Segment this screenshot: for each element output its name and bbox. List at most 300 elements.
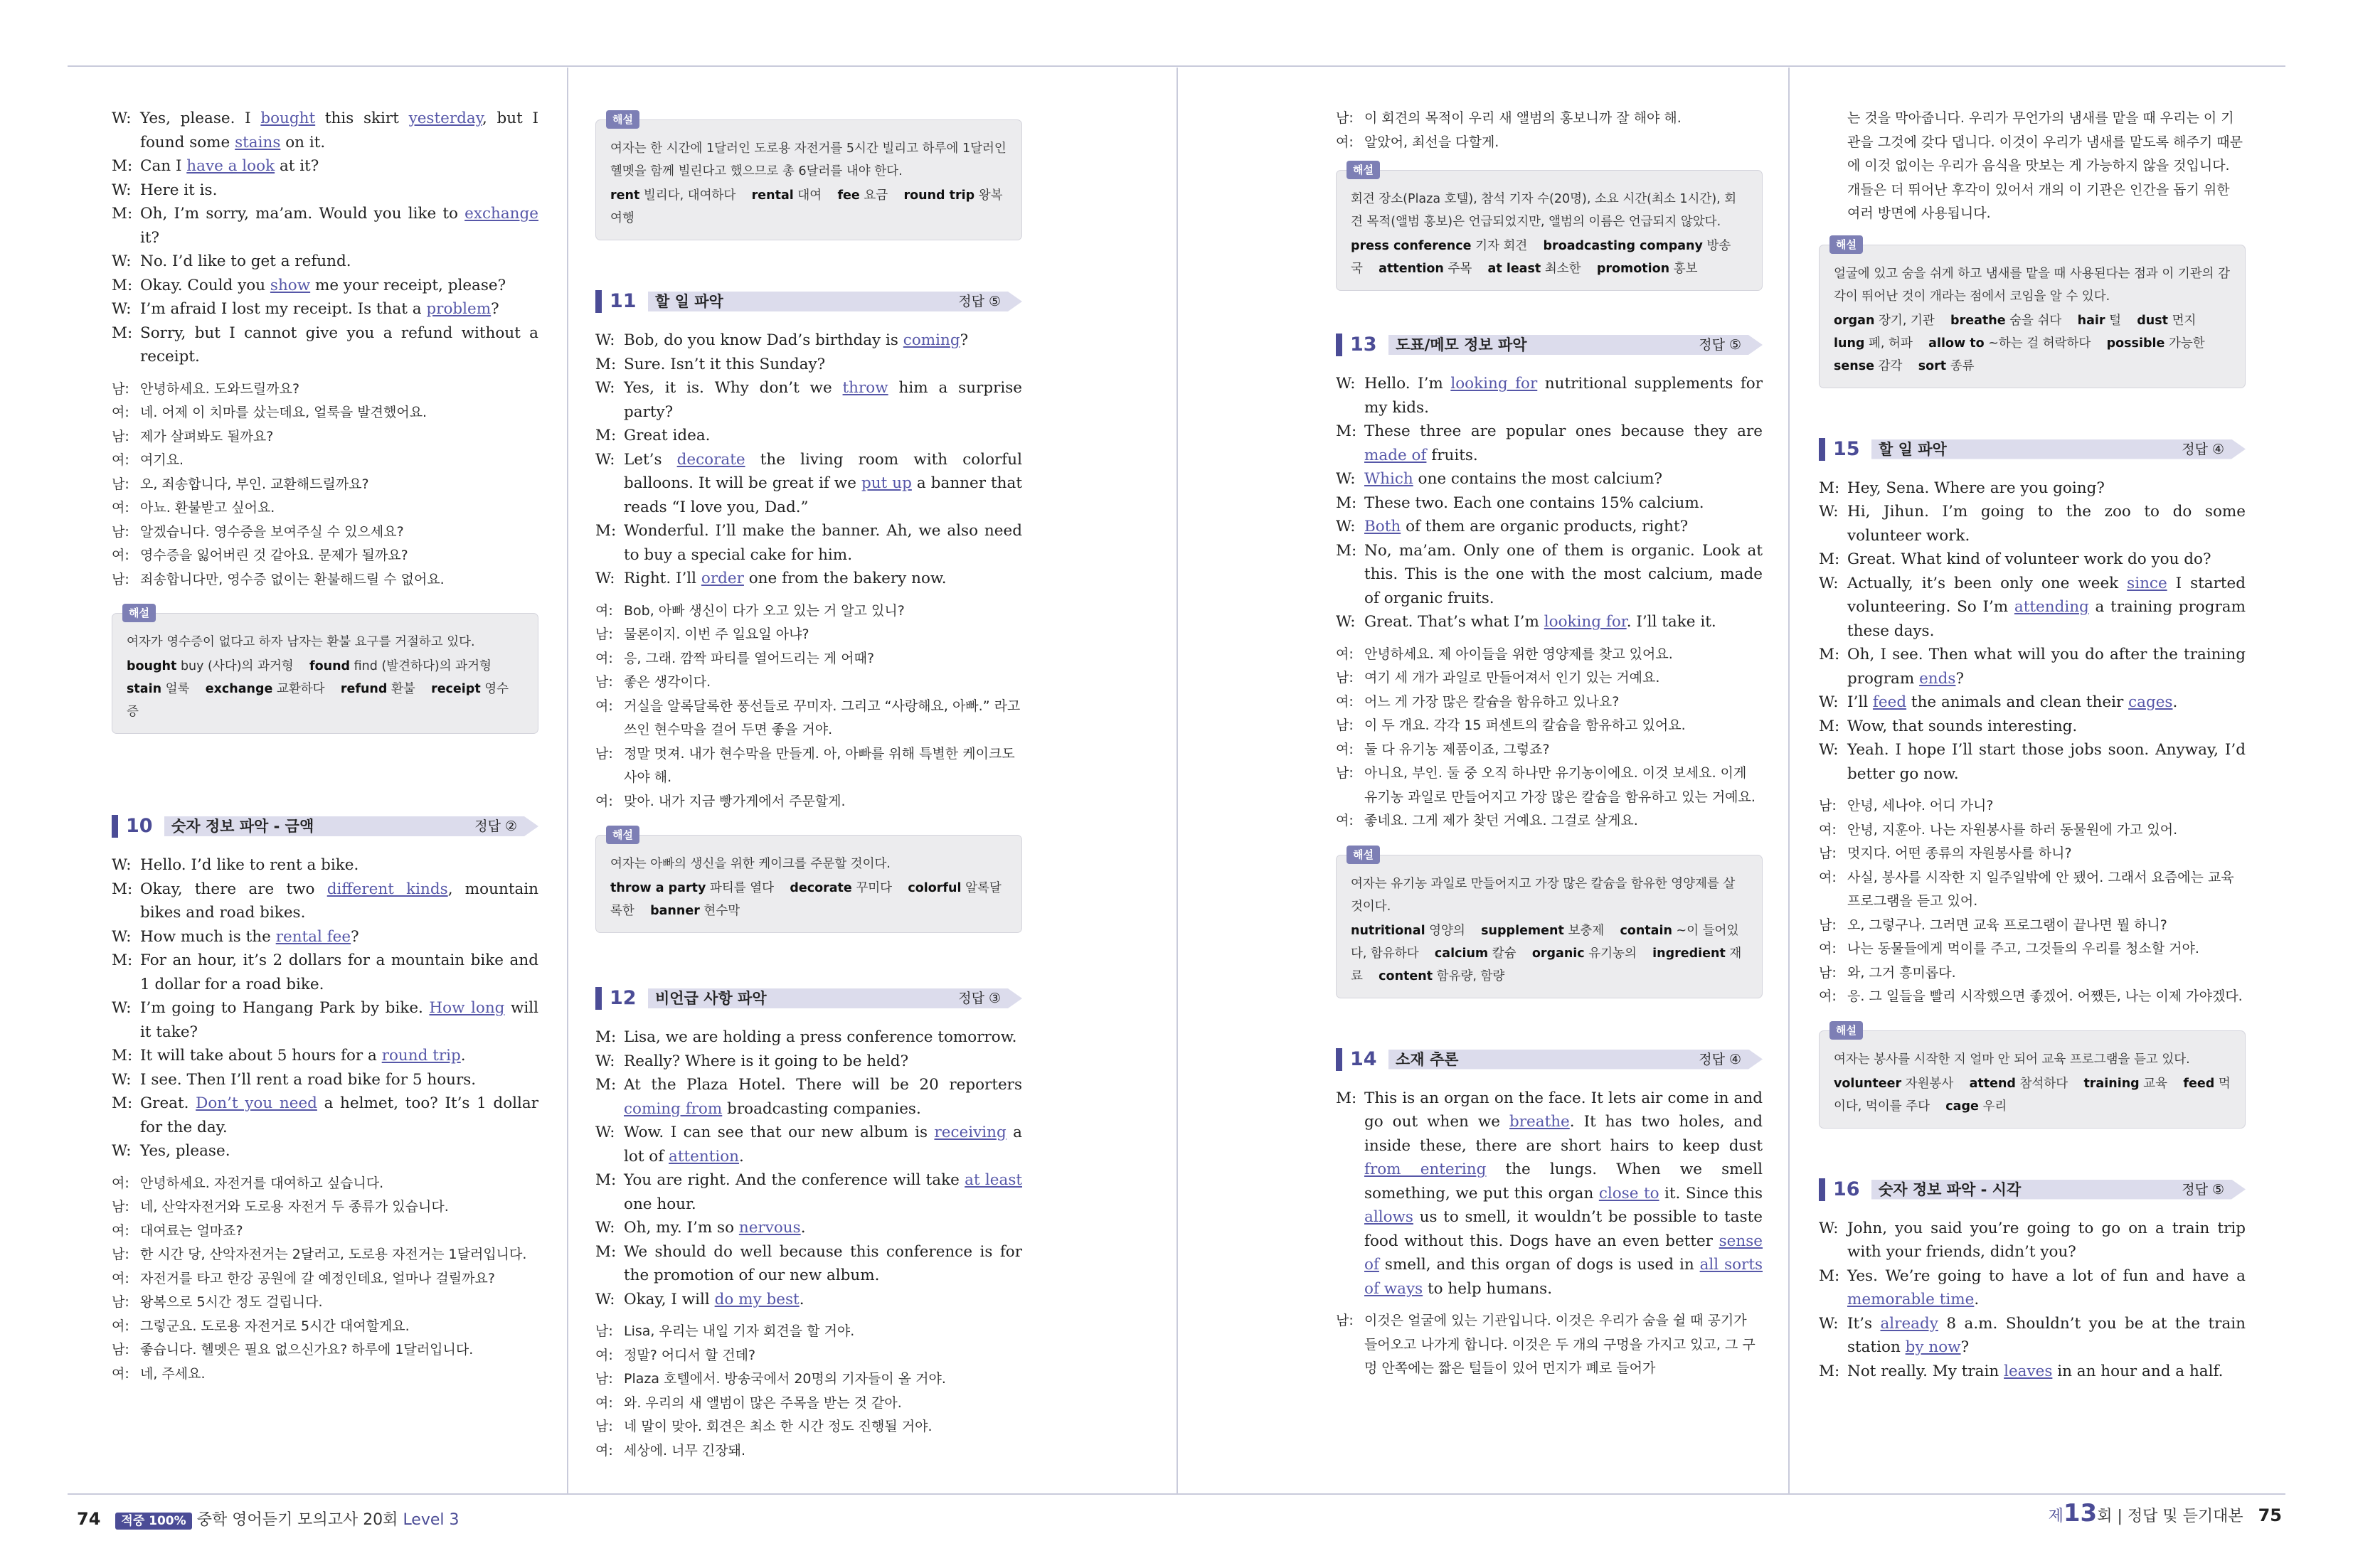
dialogue-line <box>595 1240 1022 1288</box>
section-bar <box>1819 1178 1825 1201</box>
vocab-meaning: 꾸미다 <box>856 881 893 895</box>
line-text: Yes. We’re going to have a lot of fun and have a <box>1847 1266 2246 1285</box>
vocab-word: exchange <box>205 682 273 696</box>
vocab-meaning: 주목 <box>1448 262 1472 276</box>
dialogue-line <box>1819 1264 2246 1312</box>
s13-dialogue-ko <box>1336 643 1763 833</box>
s11-dialogue-en <box>595 329 1022 591</box>
dialogue-line <box>1819 476 2246 501</box>
vocab-word: supplement <box>1481 923 1564 938</box>
vocab-word: refund <box>340 682 388 696</box>
translation-line <box>1336 1309 1763 1381</box>
answer-label: 정답 ⑤ <box>2182 1181 2224 1198</box>
dialogue-line <box>595 1288 1022 1312</box>
line-text: This is an organ on the face. It lets air come in and go out when we <box>1364 1089 1763 1131</box>
vocab-meaning: ~하는 걸 허락하다 <box>1988 336 2091 351</box>
dictation-blank: all sorts of ways <box>1364 1256 1763 1298</box>
vocab-meaning: 종류 <box>1950 358 1975 373</box>
explanation-tag: 해설 <box>122 604 156 622</box>
dictation-blank: order <box>701 570 744 587</box>
line-text: I’ll <box>1847 693 1873 711</box>
line-text: . <box>799 1290 804 1308</box>
line-text: ? <box>1955 669 1964 688</box>
line-text: 8 a.m. Shouldn’t you be at the train station <box>1847 1314 2246 1356</box>
line-text: Hello. I’m <box>1364 375 1451 393</box>
translation-line <box>595 695 1022 742</box>
line-text: a lot of <box>624 1124 1023 1166</box>
line-text: Great idea. <box>624 427 711 444</box>
vocab-word: breathe <box>1950 313 2006 328</box>
explanation-text: 여자는 유기농 과일로 만들어지고 가장 많은 칼슘을 함유한 영양제를 살 것이다. <box>1351 876 1736 914</box>
vocab-word: throw a party <box>610 881 706 895</box>
translation-text: 안녕하세요. 도와드릴까요? <box>140 380 300 397</box>
speaker-label: W: <box>595 450 615 469</box>
section-14-header <box>1336 1048 1763 1071</box>
translation-line <box>112 1267 538 1291</box>
line-text: it? <box>140 228 160 247</box>
vocab-word: feed <box>2183 1076 2215 1091</box>
line-text: us to smell, it wouldn’t be possible to taste food without this. Dogs have an even better <box>1364 1208 1763 1250</box>
section-number: 10 <box>126 815 153 837</box>
section-title: 할 일 파악 <box>1879 440 1947 458</box>
section-title: 도표/메모 정보 파악 <box>1396 336 1527 353</box>
speaker-label: 여: <box>1819 821 1837 838</box>
line-text: Bob, do you know Dad’s birthday is <box>624 331 903 349</box>
speaker-label: 남: <box>1336 1313 1354 1328</box>
vocab-meaning: 폐, 허파 <box>1869 336 1913 351</box>
translation-text: 대여료는 얼마죠? <box>140 1222 243 1239</box>
translation-text: 맞아. 내가 지금 빵가게에서 주문할게. <box>624 793 846 809</box>
translation-text: 죄송합니다만, 영수증 없이는 환불해드릴 수 없어요. <box>140 571 445 587</box>
speaker-label: W: <box>112 252 132 270</box>
line-text: Lisa, we are holding a press conference tomorrow. <box>624 1028 1017 1046</box>
vocab-word: decorate <box>790 881 852 895</box>
translation-text: 세상에. 너무 긴장돼. <box>624 1442 745 1458</box>
speaker-label: 남: <box>1336 765 1354 781</box>
vocab-meaning: 최소한 <box>1544 262 1581 276</box>
line-text: How much is the <box>140 927 276 946</box>
line-text: one contains the most calcium? <box>1413 470 1663 488</box>
translation-text: 나는 동물들에게 먹이를 주고, 그것들의 우리를 청소할 거야. <box>1847 941 2199 956</box>
translation-text: 좋은 생각이다. <box>624 674 711 690</box>
s12-dialogue-en <box>595 1025 1022 1311</box>
line-text: smell, and this organ of dogs is used in <box>1379 1256 1700 1274</box>
vocab-word: bought <box>127 659 177 673</box>
translation-text: 알았어, 최선을 다할게. <box>1364 134 1499 150</box>
translation-line <box>1336 762 1763 809</box>
speaker-label: W: <box>1336 470 1356 488</box>
translation-line <box>112 1291 538 1315</box>
line-text: Actually, it’s been only one week <box>1847 574 2128 592</box>
speaker-label: W: <box>1336 518 1356 535</box>
translation-text: 오, 죄송합니다, 부인. 교환해드릴까요? <box>140 476 369 492</box>
line-text: the living room with colorful balloons. It will be great if we <box>624 450 1022 492</box>
answer-label: 정답 ④ <box>1699 1051 1741 1067</box>
translation-line <box>112 449 538 473</box>
dictation-blank: different kinds <box>326 880 448 898</box>
dialogue-line <box>1336 372 1763 420</box>
line-text: the animals and clean their <box>1906 693 2129 711</box>
translation-line <box>112 1362 538 1387</box>
vocab-word: broadcasting company <box>1543 239 1703 253</box>
translation-text: 안녕, 지훈아. 나는 자원봉사를 하러 동물원에 가고 있어. <box>1847 821 2178 838</box>
explanation-tag: 해설 <box>1829 1021 1863 1040</box>
dictation-blank: How long <box>429 999 505 1017</box>
speaker-label: 남: <box>112 571 129 587</box>
translation-text: 응. 그 일들을 빨리 시작했으면 좋겠어. 어쨌든, 나는 이제 가야겠다. <box>1847 988 2243 1004</box>
speaker-label: W: <box>1819 503 1839 521</box>
speaker-label: W: <box>112 927 132 946</box>
translation-text: 멋지다. 어떤 종류의 자원봉사를 하니? <box>1847 846 2072 861</box>
translation-text: 어느 게 가장 많은 칼슘을 함유하고 있나요? <box>1364 693 1620 710</box>
speaker-label: 여: <box>1336 646 1354 662</box>
speaker-label: W: <box>112 1142 132 1160</box>
vocab-list <box>610 184 1007 230</box>
speaker-label: 남: <box>595 1323 613 1339</box>
dialogue-line <box>112 154 538 178</box>
section-number: 14 <box>1350 1047 1377 1070</box>
dialogue-line <box>595 1121 1022 1168</box>
line-text: Here it is. <box>140 181 218 199</box>
vocab-word: sort <box>1918 358 1947 373</box>
speaker-label: 여: <box>1336 134 1354 150</box>
section-bar <box>112 815 118 838</box>
dictation-blank: decorate <box>676 450 745 469</box>
bottom-rule <box>68 1493 2285 1495</box>
speaker-label: 여: <box>1336 693 1354 710</box>
line-text: ? <box>491 300 499 318</box>
speaker-label: 여: <box>112 1365 129 1382</box>
dialogue-line <box>1336 467 1763 491</box>
translation-line <box>595 623 1022 647</box>
s14-monologue-en <box>1336 1087 1763 1301</box>
speaker-label: 여: <box>1336 741 1354 757</box>
dictation-blank: show <box>270 276 311 294</box>
s14-monologue-ko <box>1336 1309 1763 1381</box>
translation-line <box>112 473 538 497</box>
dictation-blank: feed <box>1872 693 1907 711</box>
dictation-blank: have a look <box>186 157 275 175</box>
speaker-label: 여: <box>112 1222 129 1239</box>
dictation-blank: from entering <box>1364 1161 1487 1178</box>
vocab-word: receipt <box>431 682 481 696</box>
speaker-label: W: <box>595 1219 615 1237</box>
s12-dialogue-ko <box>595 1320 1022 1463</box>
speaker-label: 남: <box>1336 718 1354 733</box>
dialogue-line <box>595 519 1022 567</box>
translation-line <box>112 544 538 568</box>
translation-line <box>112 425 538 449</box>
line-text: Oh, I see. Then what will you do after the training program <box>1847 646 2246 688</box>
s11-dialogue-ko <box>595 599 1022 814</box>
dictation-blank: already <box>1880 1314 1938 1333</box>
dictation-blank: Don’t you need <box>196 1094 317 1112</box>
speaker-label: M: <box>1336 494 1357 512</box>
speaker-label: M: <box>112 324 133 342</box>
vocab-meaning: 참석하다 <box>2019 1076 2068 1091</box>
dialogue-line <box>1819 715 2246 739</box>
explanation-tag: 해설 <box>1347 161 1380 179</box>
line-text: It’s <box>1847 1314 1881 1333</box>
page-gutter <box>1176 68 1178 1493</box>
dialogue-line <box>112 925 538 949</box>
vocab-meaning: 영양의 <box>1429 923 1465 938</box>
section-16-header <box>1819 1178 2246 1201</box>
speaker-label: 남: <box>112 428 129 444</box>
s9-dialogue-ko <box>112 378 538 592</box>
line-text: Oh, my. I’m so <box>624 1219 739 1237</box>
section-13-header <box>1336 334 1763 356</box>
speaker-label: 여: <box>112 405 129 420</box>
speaker-label: 여: <box>112 500 129 516</box>
translation-text: 좋습니다. 헬멧은 필요 없으신가요? 하루에 1달러입니다. <box>140 1342 474 1358</box>
translation-line <box>595 1344 1022 1368</box>
vocab-word: stain <box>127 682 162 696</box>
speaker-label: W: <box>112 181 132 199</box>
dictation-blank: yesterday <box>408 110 482 127</box>
line-text: me your receipt, please? <box>310 276 506 294</box>
dialogue-line <box>1336 610 1763 634</box>
speaker-label: 남: <box>595 1371 613 1387</box>
translation-line <box>112 1243 538 1267</box>
line-text: Not really. My train <box>1847 1362 2004 1380</box>
translation-text: Lisa, 우리는 내일 기자 회견을 할 거야. <box>624 1323 855 1339</box>
dialogue-line <box>1336 515 1763 539</box>
series-badge: 적중 100% <box>115 1513 191 1530</box>
dictation-blank: breathe <box>1509 1113 1570 1131</box>
translation-line <box>112 401 538 425</box>
speaker-label: 여: <box>112 1270 129 1286</box>
vocab-word: possible <box>2106 336 2165 351</box>
line-text: . <box>1974 1291 1980 1308</box>
line-text: , mountain bikes and road bikes. <box>140 880 539 922</box>
translation-text: 안녕, 세나야. 어디 가니? <box>1847 798 1994 814</box>
vocab-meaning: 홍보 <box>1673 262 1698 276</box>
line-text: Let’s <box>624 450 677 469</box>
speaker-label: 남: <box>112 1199 129 1215</box>
explanation-text: 여자는 아빠의 생신을 위한 케이크를 주문할 것이다. <box>610 857 891 871</box>
translation-text: 영수증을 잃어버린 것 같아요. 문제가 될까요? <box>140 548 408 563</box>
dictation-blank: nervous <box>738 1219 801 1237</box>
speaker-label: 여: <box>112 1318 129 1334</box>
line-text: it. Since this <box>1659 1184 1763 1202</box>
speaker-label: W: <box>1819 1219 1839 1237</box>
translation-text: 이 두 개요. 각각 15 퍼센트의 칼슘을 함유하고 있어요. <box>1364 718 1686 733</box>
line-text: These two. Each one contains 15% calcium. <box>1364 494 1704 512</box>
dialogue-line <box>112 321 538 369</box>
speaker-label: M: <box>595 427 617 444</box>
line-text: No. I’d like to get a refund. <box>140 252 351 270</box>
speaker-label: M: <box>112 1094 133 1112</box>
translation-line <box>595 1367 1022 1392</box>
dictation-blank: allows <box>1364 1208 1413 1226</box>
dictation-blank: looking for <box>1450 375 1538 393</box>
translation-line <box>1819 818 2246 843</box>
speaker-label: 남: <box>112 523 129 540</box>
vocab-list <box>610 877 1007 922</box>
vocab-meaning: 교환하다 <box>276 682 325 696</box>
dialogue-line <box>595 1073 1022 1121</box>
dictation-blank: stains <box>235 133 281 151</box>
line-text: a helmet, too? It’s 1 dollar for the day. <box>140 1094 538 1136</box>
translation-line <box>595 1392 1022 1416</box>
vocab-meaning: 방송국 <box>1351 239 1731 276</box>
page-number-right: 75 <box>2258 1505 2282 1525</box>
vocab-word: lung <box>1834 336 1865 351</box>
dialogue-line <box>112 1139 538 1163</box>
round-number: 13 <box>2063 1499 2098 1527</box>
line-text: will it take? <box>140 999 538 1041</box>
s13-explanation-box <box>1336 848 1763 998</box>
speaker-label: W: <box>112 1070 132 1089</box>
dialogue-line <box>1336 420 1763 467</box>
section-10-header <box>112 815 538 838</box>
translation-line <box>1336 107 1763 131</box>
speaker-label: W: <box>112 300 132 318</box>
line-text: Yes, please. <box>140 1142 230 1160</box>
vocab-meaning: 환불 <box>391 682 415 696</box>
speaker-label: W: <box>1819 574 1839 592</box>
speaker-label: W: <box>595 1124 615 1141</box>
vocab-list <box>1834 1072 2231 1118</box>
dialogue-line <box>1819 1312 2246 1360</box>
line-text: a training program these days. <box>1847 598 2246 640</box>
dictation-blank: sense of <box>1364 1232 1763 1274</box>
speaker-label: 남: <box>595 674 613 690</box>
translation-line <box>595 790 1022 814</box>
dictation-blank: made of <box>1364 446 1427 464</box>
line-text: to help humans. <box>1423 1279 1553 1298</box>
dictation-blank: coming <box>903 331 960 349</box>
line-text: I’m going to Hangang Park by bike. <box>140 999 430 1017</box>
speaker-label: M: <box>595 1028 617 1046</box>
translation-line <box>1336 809 1763 833</box>
translation-line <box>112 1315 538 1339</box>
round-prefix: 제 <box>2048 1508 2063 1525</box>
translation-text: 정말 멋져. 내가 현수막을 만들게. 아, 아빠를 위해 특별한 케이크도 사야 해. <box>624 745 1015 785</box>
dictation-blank: at least <box>965 1171 1023 1189</box>
column-2 <box>595 114 1022 1463</box>
section-bar <box>1819 438 1825 461</box>
line-text: Oh, I’m sorry, ma’am. Would you like to <box>140 205 465 223</box>
line-text: These three are popular ones because they are <box>1364 422 1763 440</box>
section-12-header <box>595 987 1022 1010</box>
s14-ko-continued: 는 것을 막아줍니다. 우리가 무언가의 냄새를 맡을 때 우리는 이 기관을 그것에 갖다 댑니다. 이것이 우리가 냄새를 맡도록 해주기 때문에 이것 없이는 우리가 음식을 맛보는 게 가능하지 않을 것입니다. 개들은 더 뛰어난 후각이 있어서 개의 이 기관은 인간을 돕기 위한 여러 방면에 사용됩니다. <box>1847 110 2243 221</box>
translation-text: 응, 그래. 깜짝 파티를 열어드리는 게 어때? <box>624 650 875 666</box>
line-text: ? <box>960 331 969 349</box>
dialogue-line <box>595 376 1022 424</box>
speaker-label: W: <box>595 1052 615 1070</box>
vocab-meaning: 우리 <box>1982 1099 2007 1114</box>
dialogue-line <box>1819 643 2246 690</box>
speaker-label: 남: <box>595 745 613 762</box>
translation-line <box>112 1172 538 1196</box>
line-text: Great. What kind of volunteer work do you do? <box>1847 550 2211 568</box>
dictation-blank: attention <box>669 1147 740 1166</box>
translation-line <box>1819 937 2246 961</box>
line-text: this skirt <box>315 110 409 127</box>
explanation-tag: 해설 <box>606 110 639 129</box>
vocab-list <box>1351 919 1748 988</box>
dialogue-line <box>112 107 538 154</box>
answer-label: 정답 ③ <box>958 991 1001 1006</box>
line-text: . I’ll take it. <box>1626 613 1716 631</box>
speaker-label: M: <box>1819 550 1840 568</box>
dialogue-line <box>112 949 538 996</box>
dictation-blank: bought <box>260 110 316 127</box>
dictation-blank: throw <box>842 379 888 397</box>
dialogue-line <box>1336 539 1763 611</box>
translation-text: 알겠습니다. 영수증을 보여주실 수 있으세요? <box>140 523 404 540</box>
line-text: Yes, please. I <box>140 110 261 127</box>
translation-text: 둘 다 유기농 제품이죠, 그렇죠? <box>1364 741 1550 757</box>
dictation-blank: Both <box>1364 518 1401 535</box>
line-text: nutritional supplements for my kids. <box>1364 375 1763 417</box>
column-1 <box>112 107 538 1386</box>
vocab-meaning: 현수막 <box>703 904 740 918</box>
dialogue-line <box>595 1168 1022 1216</box>
section-bar <box>595 290 602 313</box>
dialogue-line <box>112 1068 538 1092</box>
dialogue-line <box>595 329 1022 353</box>
translation-text: 자전거를 타고 한강 공원에 갈 예정인데요, 얼마나 걸릴까요? <box>140 1270 495 1286</box>
vocab-meaning: 요금 <box>864 188 888 203</box>
section-number: 11 <box>610 290 637 312</box>
page-number-left: 74 <box>77 1509 101 1529</box>
line-text: Sure. Isn’t it this Sunday? <box>624 355 826 373</box>
speaker-label: W: <box>112 110 132 127</box>
vocab-word: promotion <box>1596 262 1670 276</box>
translation-text: 아니요, 부인. 둘 중 오직 하나만 유기농이에요. 이것 보세요. 이게 유기농 과일로 만들어지고 가장 많은 칼슘을 함유하고 있는 거예요. <box>1364 765 1756 805</box>
speaker-label: M: <box>1336 541 1357 560</box>
line-text: I’m afraid I lost my receipt. Is that a <box>140 300 427 318</box>
line-text: . <box>2172 693 2178 711</box>
speaker-label: M: <box>1819 1362 1840 1380</box>
section-number: 15 <box>1833 437 1860 460</box>
level-label: Level 3 <box>403 1511 460 1529</box>
section-number: 12 <box>610 987 637 1009</box>
vocab-meaning: 파티를 열다 <box>709 881 775 895</box>
line-text: ? <box>1960 1338 1970 1356</box>
speaker-label: 남: <box>1819 917 1837 933</box>
speaker-label: 여: <box>1819 941 1837 956</box>
speaker-label: M: <box>112 276 133 294</box>
vocab-meaning: 기자 회견 <box>1475 239 1528 253</box>
section-bar <box>1336 1048 1342 1071</box>
s15-explanation-box <box>1819 1023 2246 1129</box>
vocab-list <box>127 655 524 723</box>
speaker-label: W: <box>1336 375 1356 393</box>
dialogue-line <box>1819 1217 2246 1264</box>
translation-line <box>1336 714 1763 738</box>
answer-label: 정답 ② <box>474 818 517 834</box>
dialogue-line <box>112 996 538 1044</box>
section-title: 소재 추론 <box>1396 1050 1459 1068</box>
translation-line <box>112 378 538 402</box>
vocab-meaning: 먹이다, 먹이를 주다 <box>1834 1076 2231 1114</box>
speaker-label: M: <box>1336 1089 1357 1107</box>
dialogue-line <box>112 1092 538 1139</box>
speaker-label: M: <box>595 1076 617 1094</box>
dictation-blank: put up <box>861 474 912 492</box>
vocab-meaning: 먼지 <box>2172 313 2197 328</box>
explanation-text: 여자는 봉사를 시작한 지 얼마 안 되어 교육 프로그램을 듣고 있다. <box>1834 1052 2190 1067</box>
line-text: Okay, I will <box>624 1290 715 1308</box>
vocab-meaning: find (발견하다)의 과거형 <box>354 659 492 673</box>
line-text: one from the bakery now. <box>743 570 947 587</box>
s12-explanation-box <box>1336 164 1763 291</box>
speaker-label: 여: <box>595 1394 613 1411</box>
